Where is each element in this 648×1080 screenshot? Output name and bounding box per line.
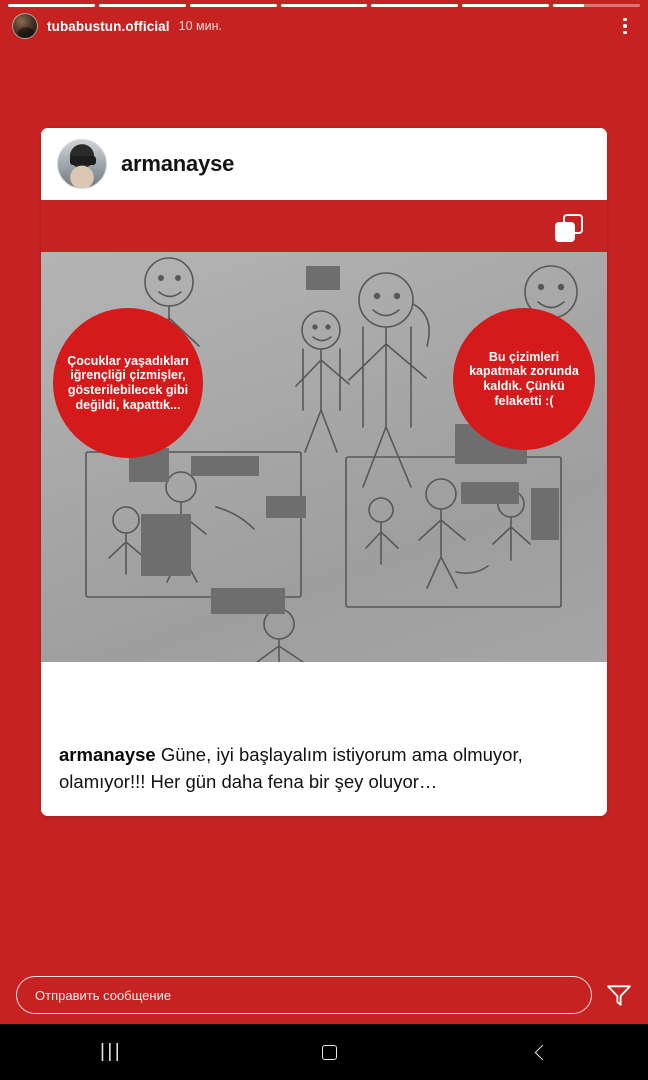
progress-segment — [371, 4, 458, 7]
annotation-bubble-right: Bu çizimleri kapatmak zorunda kaldık. Çünkü felaketti :( — [453, 308, 595, 450]
progress-segment — [8, 4, 95, 7]
story-reply-bar — [0, 966, 648, 1024]
android-navbar — [0, 1024, 648, 1080]
progress-segment — [462, 4, 549, 7]
redaction-box — [461, 482, 519, 504]
progress-segment — [553, 4, 640, 7]
story-timestamp: 10 мин. — [178, 19, 222, 33]
shared-post-card[interactable] — [41, 128, 607, 816]
post-caption — [41, 728, 607, 816]
home-square-icon[interactable] — [322, 1045, 337, 1060]
annotation-bubble-left: Çocuklar yaşadıkları iğrençliği çizmişler, gösterilebilecek gibi değildi, kapattık... — [53, 308, 203, 458]
multi-photo-icon — [555, 214, 583, 242]
story-header — [0, 8, 648, 48]
post-header — [41, 128, 607, 200]
redaction-box — [531, 488, 559, 540]
recents-button[interactable]: ||| — [99, 1041, 123, 1062]
caption-text: Güne, iyi başlayalım istiyorum ama olmuyor, olamıyor!!! Her gün daha fena bir şey oluyor… — [59, 744, 523, 792]
post-media — [41, 200, 607, 662]
kebab-menu-icon[interactable] — [614, 13, 636, 39]
send-paper-plane-icon[interactable] — [606, 982, 632, 1008]
redaction-box — [191, 456, 259, 476]
redaction-box — [306, 266, 340, 290]
post-media-spacer — [41, 662, 607, 728]
redaction-box — [141, 514, 191, 576]
redaction-box — [266, 496, 306, 518]
progress-segment — [281, 4, 368, 7]
caption-username[interactable]: armanayse — [59, 744, 156, 765]
story-username[interactable]: tubabustun.official — [47, 18, 170, 34]
reply-input[interactable] — [16, 976, 592, 1014]
post-username[interactable]: armanayse — [121, 151, 235, 176]
progress-segment — [99, 4, 186, 7]
redaction-box — [211, 588, 285, 614]
story-progress-bar — [0, 0, 648, 8]
child-drawing-photo — [41, 252, 607, 662]
story-canvas — [0, 48, 648, 1080]
back-chevron-icon[interactable] — [535, 1044, 551, 1060]
progress-segment — [190, 4, 277, 7]
avatar[interactable] — [12, 13, 38, 39]
post-avatar[interactable] — [57, 139, 107, 189]
